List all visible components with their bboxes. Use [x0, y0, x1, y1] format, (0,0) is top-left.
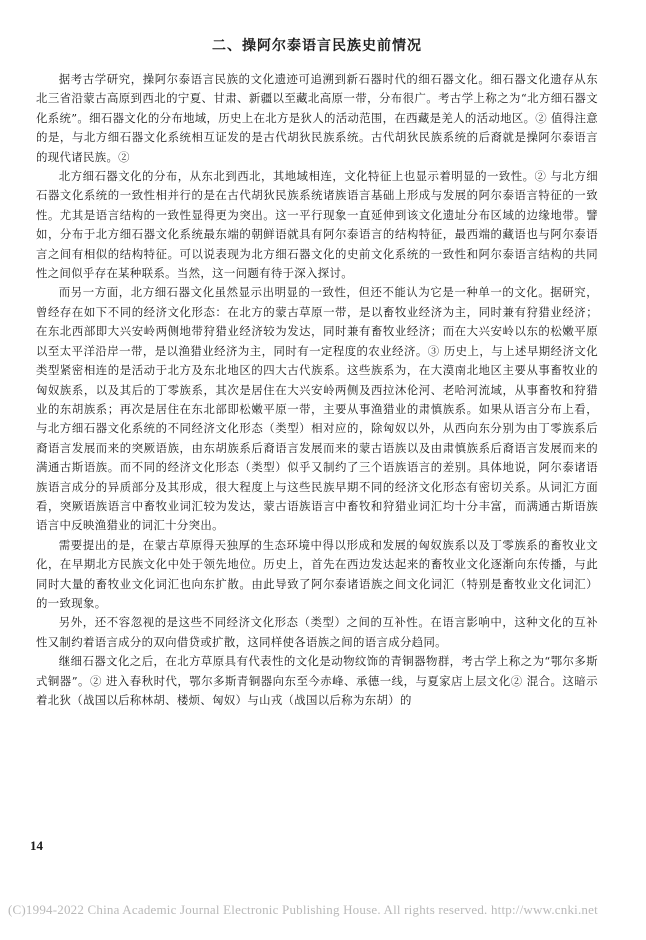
- body-text: [36, 70, 598, 710]
- paragraph-5: 另外，还不容忽视的是这些不同经济文化形态（类型）之间的互补性。在语言影响中，这种文化的互补性又制约着语言成分的双向借贷或扩散，这同样使各语族之间的语言成分趋同。: [36, 615, 598, 649]
- paragraph-1: 据考古学研究，操阿尔泰语言民族的文化遗迹可追溯到新石器时代的细石器文化。细石器文化遗存从东北三省沿蒙古高原到西北的宁夏、甘肃、新疆以至藏北高原一带，分布很广。考古学上称之为“北方细石器文化系统”。细石器文化的分布地域，历史上在北方是狄人的活动范围，在西藏是羌人的活动地区。② 值得注意的是，与北方细石器文化系统相互证发的是古代胡狄民族系统。古代胡狄民族系统的后裔就是操阿尔泰语言的现代诸民族。②: [36, 72, 598, 164]
- paragraph-2: 北方细石器文化的分布，从东北到西北，其地域相连，文化特征上也显示着明显的一致性。② 与北方细石器文化系统的一致性相并行的是在古代胡狄民族系统诸族语言基础上形成与发展的阿尔泰语言特征的一致性。尤其是语言结构的一致性显得更为突出。这一平行现象一直延伸到该文化遗址分布区域的边缘地带。譬如，分布于北方细石器文化系统最东端的朝鲜语就具有阿尔泰语言的结构特征，最西端的藏语也与阿尔泰语言之间有相似的结构特征。可以说表现为北方细石器文化的史前文化系统的一致性和阿尔泰语言结构的共同性之间似乎存在某种联系。当然，这一问题有待于深入探讨。: [36, 169, 598, 281]
- page-number: 14: [30, 838, 43, 853]
- paragraph-3: 而另一方面，北方细石器文化虽然显示出明显的一致性，但还不能认为它是一种单一的文化。据研究，曾经存在如下不同的经济文化形态：在北方的蒙古草原一带，是以畜牧业经济为主，同时兼有狩猎业经济；在东北西部即大兴安岭两侧地带狩猎业经济较为发达，同时兼有畜牧业经济；而在大兴安岭以东的松嫩平原以至太平洋沿岸一带，是以渔猎业经济为主，同时有一定程度的农业经济。③ 历史上，与上述早期经济文化类型紧密相连的是活动于北方及东北地区的四大古代族系。这些族系为，在大漠南北地区主要从事畜牧业的匈奴族系，以及其后的丁零族系，其次是居住在大兴安岭两侧及西拉沐伦河、老哈河流域，从事畜牧和狩猎业的东胡族系；再次是居住在东北部即松嫩平原一带，主要从事渔猎业的肃慎族系。如果从语言分布上看，与北方细石器文化系统的不同经济文化形态（类型）相对应的，除匈奴以外，从西向东分别为由丁零族系后裔语言发展而来的突厥语族，由东胡族系后裔语言发展而来的蒙古语族以及由肃慎族系后裔语言发展而来的满通古斯语族。而不同的经济文化形态（类型）似乎又制约了三个语族语言的差别。具体地说，阿尔泰诸语族语言成分的异质部分及其形成，很大程度上与这些民族早期不同的经济文化形态有密切关系。从词汇方面看，突厥语族语言中畜牧业词汇较为发达，蒙古语族语言中畜牧和狩猎业词汇均十分丰富，而满通古斯语族语言中反映渔猎业的词汇十分突出。: [36, 285, 598, 533]
- copyright-footer: (C)1994-2022 China Academic Journal Electronic Publishing House. All rights reserved. http://www.cnki.net: [8, 902, 598, 917]
- document-page: [36, 36, 598, 710]
- paragraph-4: 需要提出的是，在蒙古草原得天独厚的生态环境中得以形成和发展的匈奴族系以及丁零族系的畜牧业文化，在早期北方民族文化中处于领先地位。历史上，首先在西边发达起来的畜牧业文化逐渐向东传播，与此同时大量的畜牧业文化词汇也向东扩散。由此导致了阿尔泰诸语族之间文化词汇（特别是畜牧业文化词汇）的一致现象。: [36, 537, 598, 610]
- paragraph-6: 继细石器文化之后，在北方草原具有代表性的文化是动物纹饰的青铜器物群，考古学上称之为“鄂尔多斯式铜器”。② 进入春秋时代，鄂尔多斯青铜器向东至今赤峰、承德一线，与夏家店上层文化② 混合。这暗示着北狄（战国以后称林胡、楼烦、匈奴）与山戎（战国以后称为东胡）的: [36, 654, 598, 707]
- section-title: 二、操阿尔泰语言民族史前情况: [212, 38, 422, 54]
